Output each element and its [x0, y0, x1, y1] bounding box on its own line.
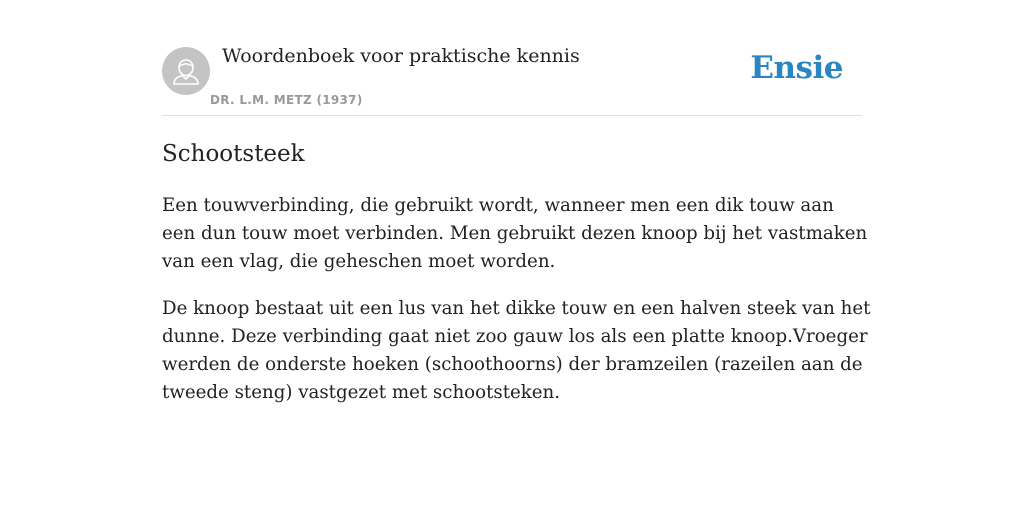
source-author: DR. L.M. METZ (1937) — [210, 93, 363, 107]
entry-title: Schootsteek — [162, 141, 305, 167]
source-title[interactable]: Woordenboek voor praktische kennis — [222, 45, 580, 67]
source-header — [162, 0, 862, 116]
user-silhouette-icon — [162, 47, 210, 95]
ensie-logo-link[interactable]: Ensie — [750, 50, 843, 86]
entry-paragraph: De knoop bestaat uit een lus van het dikke touw en een halven steek van het dunne. Deze verbinding gaat niet zoo gauw los als een platte knoop.Vroeger werden de onderste hoeken (schoothoorns) der bramzeilen (razeilen aan de tweede steng) vastgezet met schootsteken. — [162, 298, 871, 403]
entry-body — [162, 192, 872, 426]
source-avatar[interactable] — [162, 47, 210, 95]
entry-paragraph: Een touwverbinding, die gebruikt wordt, wanneer men een dik touw aan een dun touw moet verbinden. Men gebruikt dezen knoop bij het vastmaken van een vlag, die geheschen moet worden. — [162, 195, 868, 272]
